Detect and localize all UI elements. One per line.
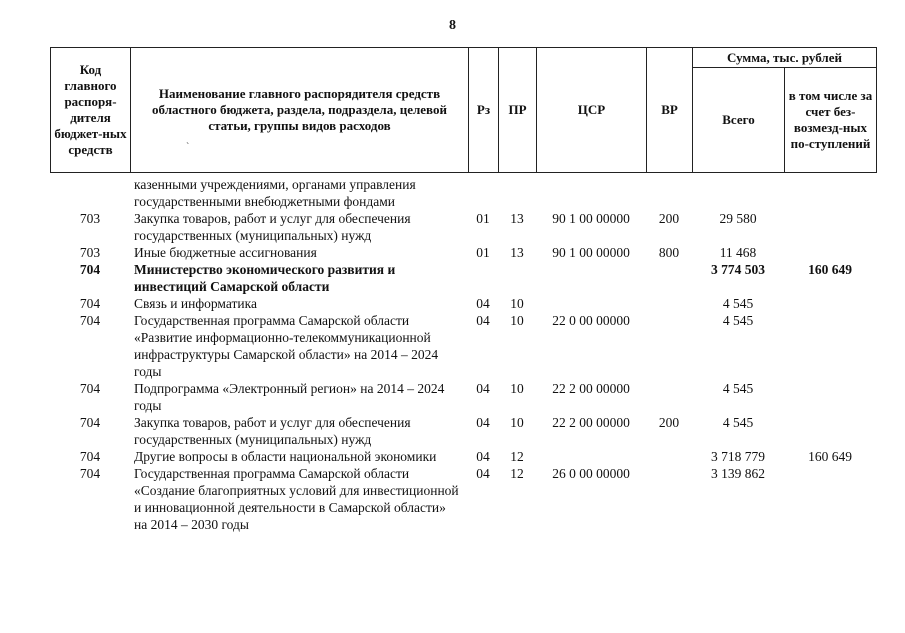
cell-incl: 160 649 <box>808 262 852 277</box>
budget-table <box>50 176 876 533</box>
cell-rz <box>468 261 498 295</box>
cell-code: 704 <box>79 313 101 328</box>
cell-incl <box>784 176 876 210</box>
cell-rz: 01 <box>476 245 490 260</box>
cell-pr: 12 <box>510 466 524 481</box>
cell-total: 4 545 <box>722 296 754 311</box>
cell-total: 3 718 779 <box>711 449 765 464</box>
cell-pr: 13 <box>510 211 524 226</box>
cell-rz: 04 <box>476 296 490 311</box>
cell-name: Подпрограмма «Электронный регион» на 2014 – 2024 годы <box>134 381 445 413</box>
cell-pr: 10 <box>510 296 524 311</box>
cell-name: Иные бюджетные ассигнования <box>134 245 317 260</box>
cell-incl <box>784 312 876 380</box>
cell-code: 703 <box>79 211 101 226</box>
cell-rz: 04 <box>476 466 490 481</box>
header-sum: Сумма, тыс. рублей <box>693 48 877 68</box>
cell-pr <box>498 261 536 295</box>
cell-code: 704 <box>79 262 101 277</box>
cell-vr: 200 <box>658 211 680 226</box>
cell-code: 704 <box>79 449 101 464</box>
cell-pr: 10 <box>510 415 524 430</box>
cell-csr: 26 0 00 00000 <box>552 466 630 481</box>
table-row <box>50 312 876 380</box>
cell-csr: 22 2 00 00000 <box>552 415 630 430</box>
table-row <box>50 261 876 295</box>
cell-csr: 90 1 00 00000 <box>552 211 630 226</box>
table-header <box>50 47 877 173</box>
cell-vr <box>646 176 692 210</box>
cell-code: 704 <box>79 381 101 396</box>
cell-rz: 04 <box>476 381 490 396</box>
cell-name: Другие вопросы в области национальной экономики <box>134 449 437 464</box>
table-row <box>50 465 876 533</box>
header-rz: Рз <box>469 48 499 173</box>
cell-csr <box>536 295 646 312</box>
cell-vr <box>646 295 692 312</box>
header-incl: в том числе за счет без-возмезд-ных по-ступлений <box>785 68 877 173</box>
cell-total: 29 580 <box>719 211 757 226</box>
cell-vr <box>646 380 692 414</box>
cell-incl: 160 649 <box>808 449 852 464</box>
cell-vr <box>646 448 692 465</box>
cell-incl <box>784 295 876 312</box>
cell-code: 704 <box>79 415 101 430</box>
cell-total: 11 468 <box>719 245 757 260</box>
header-total: Всего <box>693 68 785 173</box>
cell-total: 4 545 <box>722 381 754 396</box>
cell-pr: 10 <box>510 313 524 328</box>
table-row <box>50 448 876 465</box>
header-csr: ЦСР <box>537 48 647 173</box>
cell-csr: 22 0 00 00000 <box>552 313 630 328</box>
table-row <box>50 295 876 312</box>
cell-name: Закупка товаров, работ и услуг для обеспечения государственных (муниципальных) нужд <box>134 415 411 447</box>
cell-name: Закупка товаров, работ и услуг для обеспечения государственных (муниципальных) нужд <box>134 211 411 243</box>
header-code: Код главного распоря-дителя бюджет-ных средств <box>51 48 131 173</box>
cell-vr <box>646 312 692 380</box>
cell-incl <box>784 210 876 244</box>
table-row <box>50 414 876 448</box>
cell-name: Министерство экономического развития и инвестиций Самарской области <box>134 262 396 294</box>
cell-rz: 04 <box>476 415 490 430</box>
cell-total <box>692 176 784 210</box>
cell-rz: 04 <box>476 449 490 464</box>
cell-rz: 01 <box>476 211 490 226</box>
table-row <box>50 176 876 210</box>
cell-rz: 04 <box>476 313 490 328</box>
cell-incl <box>784 414 876 448</box>
cell-name: казенными учреждениями, органами управления государственными внебюджетными фондами <box>134 177 416 209</box>
cell-code: 704 <box>79 296 101 311</box>
cell-csr <box>536 448 646 465</box>
cell-csr <box>536 261 646 295</box>
cell-total: 4 545 <box>722 415 754 430</box>
cell-vr: 200 <box>658 415 680 430</box>
cell-code: 703 <box>79 245 101 260</box>
cell-code <box>50 176 130 210</box>
cell-incl <box>784 465 876 533</box>
cell-incl <box>784 380 876 414</box>
header-vr: ВР <box>647 48 693 173</box>
cell-vr: 800 <box>658 245 680 260</box>
cell-rz <box>468 176 498 210</box>
cell-csr <box>536 176 646 210</box>
table-row <box>50 380 876 414</box>
cell-csr: 22 2 00 00000 <box>552 381 630 396</box>
cell-csr: 90 1 00 00000 <box>552 245 630 260</box>
header-pr: ПР <box>499 48 537 173</box>
cell-code: 704 <box>79 466 101 481</box>
cell-pr <box>498 176 536 210</box>
cell-total: 3 774 503 <box>711 262 765 277</box>
cell-pr: 12 <box>510 449 524 464</box>
cell-pr: 13 <box>510 245 524 260</box>
cell-total: 3 139 862 <box>711 466 765 481</box>
cell-pr: 10 <box>510 381 524 396</box>
table-row <box>50 210 876 244</box>
cell-name: Государственная программа Самарской области «Развитие информационно-телекоммуникационной инфраструктуры Самарской области» на 2014 – 2024 годы <box>134 313 439 379</box>
page-number: 8 <box>449 18 456 33</box>
cell-name: Государственная программа Самарской области «Создание благоприятных условий для инвестиционной и инновационной деятельности в Самарской области» на 2014 – 2030 годы <box>134 466 459 532</box>
cell-vr <box>646 261 692 295</box>
header-name: Наименование главного распорядителя средств областного бюджета, раздела, подраздела, целевой статьи, группы видов расходов <box>131 48 469 173</box>
cell-incl <box>784 244 876 261</box>
cell-name: Связь и информатика <box>134 296 257 311</box>
table-row <box>50 244 876 261</box>
cell-vr <box>646 465 692 533</box>
scan-mark: ` <box>186 142 190 153</box>
cell-total: 4 545 <box>722 313 754 328</box>
